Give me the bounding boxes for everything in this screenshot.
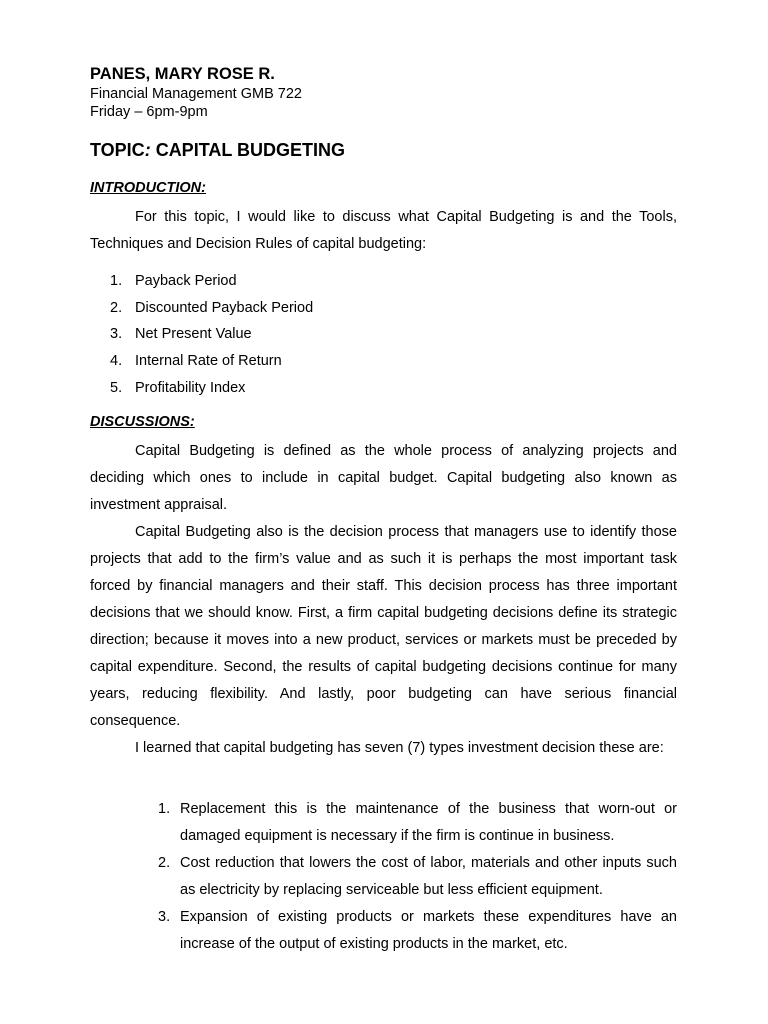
topic-name: CAPITAL BUDGETING	[150, 140, 346, 160]
discussions-body	[90, 438, 677, 762]
list-item: 1. Payback Period	[110, 273, 237, 289]
introduction-section	[90, 180, 677, 196]
investment-types-list	[158, 796, 677, 958]
discussion-paragraph-3: I learned that capital budgeting has seven (7) types investment decision these are:	[135, 740, 664, 756]
author-header	[90, 63, 302, 121]
list-item: 2. Discounted Payback Period	[110, 299, 314, 316]
discussions-section	[90, 414, 677, 430]
list-item: 4. Internal Rate of Return	[110, 353, 282, 370]
tools-list	[90, 268, 490, 401]
list-item: 2. Cost reduction that lowers the cost of labor, materials and other inputs such as electricity by replacing serviceable but less efficient equipment.	[158, 855, 677, 898]
topic-title	[90, 140, 345, 161]
introduction-body	[90, 204, 677, 258]
list-item: 5. Profitability Index	[110, 379, 246, 396]
author-name: PANES, MARY ROSE R.	[90, 65, 275, 83]
discussion-paragraph-1: Capital Budgeting is defined as the whole process of analyzing projects and deciding which ones to include in capital budget. Capital budgeting also known as investment appraisal.	[90, 443, 677, 513]
topic-prefix: TOPIC	[90, 140, 145, 160]
topic-colon: :	[144, 140, 151, 160]
list-item: 3. Expansion of existing products or markets these expenditures have an increase of the output of existing products in the market, etc.	[158, 909, 677, 952]
discussion-paragraph-2: Capital Budgeting also is the decision process that managers use to identify those projects that add to the firm’s value and as such it is perhaps the most important task forced by financial managers and their staff. This decision process has three important decisions that we should know. First, a firm capital budgeting decisions define its strategic direction; because it moves into a new product, services or markets must be preceded by capital expenditure. Second, the results of capital budgeting decisions continue for many years, reducing flexibility. And lastly, poor budgeting can have serious financial consequence.	[90, 524, 677, 729]
list-item: 3. Net Present Value	[110, 326, 252, 343]
discussions-heading: DISCUSSIONS:	[90, 414, 195, 430]
introduction-paragraph: For this topic, I would like to discuss what Capital Budgeting is and the Tools, Techniques and Decision Rules of capital budgeting:	[90, 209, 677, 252]
list-item: 1. Replacement this is the maintenance of the business that worn-out or damaged equipment is necessary if the firm is continue in business.	[158, 801, 677, 844]
introduction-heading: INTRODUCTION:	[90, 180, 206, 196]
class-schedule: Friday – 6pm-9pm	[90, 104, 208, 120]
course-name: Financial Management GMB 722	[90, 86, 302, 102]
